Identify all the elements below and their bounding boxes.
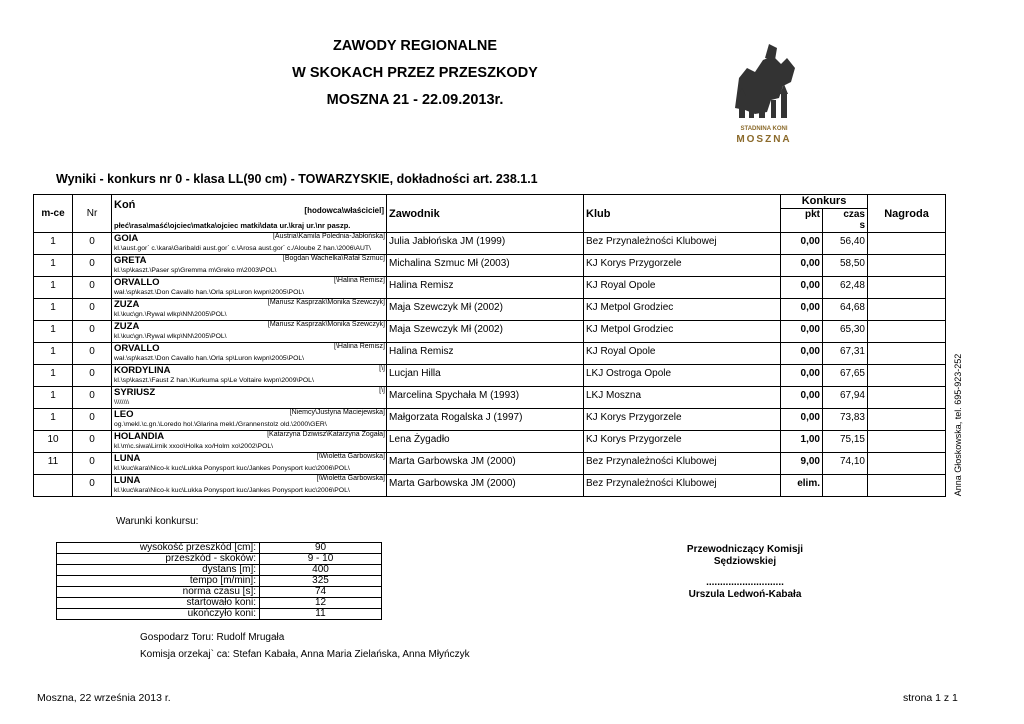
vertical-contact-note (948, 353, 968, 497)
table-row (34, 431, 946, 453)
row-time: 73,83 (823, 409, 868, 431)
horse-name: SYRIUSZ (114, 387, 156, 398)
title-line-2: W SKOKACH PRZEZ PRZESZKODY (292, 65, 538, 81)
title-line-3: MOSZNA 21 - 22.09.2013r. (326, 92, 504, 108)
row-horse (112, 321, 387, 343)
table-row (34, 387, 946, 409)
col-header-owner: [hodowca\właściciel] (304, 206, 384, 215)
condition-label: dystans [m]: (57, 565, 260, 576)
row-points: 0,00 (781, 277, 823, 299)
condition-value: 9 - 10 (260, 554, 382, 565)
row-number: 0 (73, 387, 112, 409)
horse-name: ZUZA (114, 321, 140, 332)
row-time: 67,94 (823, 387, 868, 409)
horse-owner: [Austria\Kamila Polednia-Jabłońska] (272, 233, 385, 240)
row-rider: Małgorzata Rogalska J (1997) (387, 409, 584, 431)
row-horse (112, 233, 387, 255)
row-time: 67,31 (823, 343, 868, 365)
row-time: 67,65 (823, 365, 868, 387)
row-number: 0 (73, 343, 112, 365)
condition-row (57, 598, 382, 609)
row-rider: Halina Remisz (387, 343, 584, 365)
condition-label: przeszkód - skoków: (57, 554, 260, 565)
row-points: elim. (781, 475, 823, 497)
horse-name: LEO (114, 409, 134, 420)
row-club: LKJ Moszna (584, 387, 781, 409)
row-number: 0 (73, 409, 112, 431)
row-number: 0 (73, 431, 112, 453)
stadnina-logo (725, 38, 803, 148)
row-prize (868, 299, 946, 321)
condition-row (57, 543, 382, 554)
horse-pedigree: wał.\sp\kaszt.\Don Cavallo han.\Orla sp\Luron kwpn\2005\POL\ (114, 355, 305, 362)
col-header-klub: Klub (584, 195, 781, 233)
row-points: 0,00 (781, 409, 823, 431)
row-rider: Maja Szewczyk Mł (2002) (387, 321, 584, 343)
row-points: 0,00 (781, 321, 823, 343)
row-prize (868, 431, 946, 453)
horse-name: ORVALLO (114, 277, 160, 288)
row-prize (868, 475, 946, 497)
row-points: 0,00 (781, 365, 823, 387)
row-place: 1 (34, 387, 73, 409)
condition-value: 400 (260, 565, 382, 576)
horse-pedigree: wał.\sp\kaszt.\Don Cavallo han.\Orla sp\Luron kwpn\2005\POL\ (114, 289, 305, 296)
results-heading: Wyniki - konkurs nr 0 - klasa LL(90 cm) - TOWARZYSKIE, dokładności art. 238.1.1 (56, 172, 538, 186)
col-header-kon-label: Koń (114, 199, 136, 211)
row-points: 9,00 (781, 453, 823, 475)
row-prize (868, 409, 946, 431)
horse-name: GOIA (114, 233, 139, 244)
horse-name: LUNA (114, 475, 141, 486)
row-club: KJ Royal Opole (584, 277, 781, 299)
horse-owner: [Mariusz Kasprzak\Monika Szewczyk] (267, 299, 385, 306)
horse-owner: [Mariusz Kasprzak\Monika Szewczyk] (267, 321, 385, 328)
conditions-title: Warunki konkursu: (116, 516, 199, 527)
horse-owner: [\] (379, 365, 385, 372)
table-row (34, 277, 946, 299)
horse-name: ORVALLO (114, 343, 160, 354)
condition-label: norma czasu [s]: (57, 587, 260, 598)
contact-text: Anna Głoskowska, tel. 695-923-252 (953, 353, 963, 497)
signature-title-2: Sędziowskiej (713, 556, 777, 567)
row-place: 1 (34, 365, 73, 387)
horse-name: KORDYLINA (114, 365, 171, 376)
row-place: 1 (34, 233, 73, 255)
condition-row (57, 565, 382, 576)
row-horse (112, 365, 387, 387)
row-prize (868, 277, 946, 299)
col-header-pkt: pkt (781, 209, 823, 233)
horse-name: ZUZA (114, 299, 140, 310)
horse-owner: [\Wioletta Garbowska] (316, 475, 385, 482)
row-place: 1 (34, 321, 73, 343)
results-body (34, 233, 946, 497)
horse-owner: [\] (379, 387, 385, 394)
footer-page-number: strona 1 z 1 (903, 692, 958, 704)
row-horse (112, 453, 387, 475)
row-horse (112, 299, 387, 321)
col-header-nr: Nr (73, 195, 112, 233)
row-club: LKJ Ostroga Opole (584, 365, 781, 387)
row-place: 1 (34, 409, 73, 431)
table-row (34, 453, 946, 475)
row-points: 0,00 (781, 233, 823, 255)
condition-value: 11 (260, 609, 382, 620)
row-horse (112, 431, 387, 453)
row-points: 0,00 (781, 255, 823, 277)
horse-pedigree: \\\\\\\\ (114, 399, 130, 406)
judging-committee: Komisja orzekaj` ca: Stefan Kabała, Anna Maria Zielańska, Anna Młyńczyk (140, 649, 470, 660)
col-header-czas-label: czas (843, 209, 865, 220)
horse-pedigree: kl.\kuc\gn.\Rywal wlkp\NN\2005\POL\ (114, 333, 227, 340)
row-place: 11 (34, 453, 73, 475)
horse-pedigree: kl.\aust.gor` c.\kara\Garibaldi aust.gor` c.\Arosa aust.gor` c./Aloube Z han.\2006\AUT\ (114, 245, 371, 252)
col-header-kon (112, 195, 387, 233)
horse-pedigree: kl.\sp\kaszt.\Faust Z han.\Kurkuma sp\Le Voltaire kwpn\2009\POL\ (114, 377, 314, 384)
logo-text-2: MOSZNA (736, 134, 792, 145)
condition-value: 74 (260, 587, 382, 598)
horse-pedigree: kl.\m\c.siwa\Lirnik xxoo\Holka xo/Holm xo\2002\POL\ (114, 443, 274, 450)
col-header-zawodnik: Zawodnik (387, 195, 584, 233)
row-points: 0,00 (781, 343, 823, 365)
row-horse (112, 277, 387, 299)
row-rider: Lucjan Hilla (387, 365, 584, 387)
row-prize (868, 343, 946, 365)
row-horse (112, 475, 387, 497)
horse-owner: [\Wioletta Garbowska] (316, 453, 385, 460)
row-rider: Marta Garbowska JM (2000) (387, 453, 584, 475)
title-line-1: ZAWODY REGIONALNE (332, 38, 498, 54)
row-horse (112, 255, 387, 277)
horse-owner: [Niemcy\Justyna Maciejewska] (289, 409, 385, 416)
row-rider: Halina Remisz (387, 277, 584, 299)
condition-value: 12 (260, 598, 382, 609)
course-designer: Gospodarz Toru: Rudolf Mrugała (140, 632, 285, 643)
row-club: Bez Przynależności Klubowej (584, 453, 781, 475)
condition-row (57, 554, 382, 565)
row-prize (868, 453, 946, 475)
row-prize (868, 255, 946, 277)
row-time: 75,15 (823, 431, 868, 453)
col-header-mce: m-ce (34, 195, 73, 233)
condition-value: 90 (260, 543, 382, 554)
row-club: Bez Przynależności Klubowej (584, 475, 781, 497)
row-number: 0 (73, 365, 112, 387)
row-points: 1,00 (781, 431, 823, 453)
row-time (823, 475, 868, 497)
condition-label: wysokość przeszkód [cm]: (57, 543, 260, 554)
signature-name: Urszula Ledwoń-Kabała (688, 589, 802, 600)
row-points: 0,00 (781, 387, 823, 409)
row-points: 0,00 (781, 299, 823, 321)
row-number: 0 (73, 255, 112, 277)
table-row (34, 343, 946, 365)
row-horse (112, 409, 387, 431)
horse-pedigree: og.\mekl.\c.gn.\Loredo hol.\Glarina mekl./Grannenstolz old.\2000\GER\ (114, 421, 327, 428)
row-number: 0 (73, 299, 112, 321)
row-time: 65,30 (823, 321, 868, 343)
condition-value: 325 (260, 576, 382, 587)
row-number: 0 (73, 475, 112, 497)
row-number: 0 (73, 277, 112, 299)
row-club: KJ Metpol Grodziec (584, 299, 781, 321)
row-place (34, 475, 73, 497)
logo-text-1: STADNINA KONI (740, 126, 788, 132)
row-number: 0 (73, 321, 112, 343)
horse-owner: [Katarzyna Dziwisz\Katarzyna Żogała] (267, 431, 385, 438)
row-place: 1 (34, 277, 73, 299)
row-prize (868, 387, 946, 409)
row-time: 56,40 (823, 233, 868, 255)
row-rider: Lena Żygadło (387, 431, 584, 453)
table-row (34, 409, 946, 431)
row-horse (112, 387, 387, 409)
row-time: 74,10 (823, 453, 868, 475)
footer-date: Moszna, 22 września 2013 r. (37, 692, 171, 704)
horse-pedigree: kl.\kuc\gn.\Rywal wlkp\NN\2005\POL\ (114, 311, 227, 318)
row-rider: Michalina Szmuc Mł (2003) (387, 255, 584, 277)
row-club: KJ Royal Opole (584, 343, 781, 365)
results-table (33, 194, 946, 497)
horse-owner: [\Halina Remisz] (334, 343, 385, 350)
horse-name: GRETA (114, 255, 147, 266)
row-prize (868, 233, 946, 255)
col-header-pedigree: płeć\rasa\maść\ojciec\matka\ojciec matki\data ur.\kraj ur.\nr paszp. (114, 221, 351, 230)
horse-pedigree: kl.\kuc\kara\Nico-k kuc\Lukka Ponysport kuc/Jankes Ponysport kuc\2006\POL\ (114, 465, 350, 472)
table-row (34, 233, 946, 255)
row-club: KJ Metpol Grodziec (584, 321, 781, 343)
row-club: KJ Korys Przygorzele (584, 431, 781, 453)
row-club: KJ Korys Przygorzele (584, 409, 781, 431)
row-rider: Marta Garbowska JM (2000) (387, 475, 584, 497)
col-header-konkurs: Konkurs (781, 195, 868, 209)
row-time: 58,50 (823, 255, 868, 277)
col-header-czas (823, 209, 868, 233)
row-club: KJ Korys Przygorzele (584, 255, 781, 277)
condition-row (57, 587, 382, 598)
condition-label: tempo [m/min]: (57, 576, 260, 587)
table-row (34, 475, 946, 497)
row-club: Bez Przynależności Klubowej (584, 233, 781, 255)
row-number: 0 (73, 233, 112, 255)
horse-name: HOLANDIA (114, 431, 165, 442)
row-number: 0 (73, 453, 112, 475)
table-row (34, 365, 946, 387)
row-place: 1 (34, 343, 73, 365)
row-place: 1 (34, 255, 73, 277)
table-row (34, 255, 946, 277)
horse-owner: [Bogdan Wachelka\Rafał Szmuc] (282, 255, 385, 262)
row-rider: Julia Jabłońska JM (1999) (387, 233, 584, 255)
condition-row (57, 576, 382, 587)
col-header-czas-unit: s (859, 220, 865, 231)
row-rider: Maja Szewczyk Mł (2002) (387, 299, 584, 321)
row-place: 10 (34, 431, 73, 453)
row-rider: Marcelina Spychała M (1993) (387, 387, 584, 409)
condition-row (57, 609, 382, 620)
row-place: 1 (34, 299, 73, 321)
row-prize (868, 321, 946, 343)
horse-name: LUNA (114, 453, 141, 464)
col-header-nagroda: Nagroda (868, 195, 946, 233)
horse-owner: [\Halina Remisz] (334, 277, 385, 284)
horse-pedigree: kl.\sp\kaszt.\Paser sp\Gremma m\Greko m\2003\POL\ (114, 267, 277, 274)
horse-pedigree: kl.\kuc\kara\Nico-k kuc\Lukka Ponysport kuc/Jankes Ponysport kuc\2006\POL\ (114, 487, 350, 494)
row-time: 64,68 (823, 299, 868, 321)
table-row (34, 299, 946, 321)
signature-dots: ............................ (706, 577, 784, 588)
row-prize (868, 365, 946, 387)
signature-title-1: Przewodniczący Komisji (686, 544, 804, 555)
condition-label: startowało koni: (57, 598, 260, 609)
conditions-table (56, 542, 382, 620)
table-row (34, 321, 946, 343)
row-time: 62,48 (823, 277, 868, 299)
condition-label: ukończyło koni: (57, 609, 260, 620)
row-horse (112, 343, 387, 365)
